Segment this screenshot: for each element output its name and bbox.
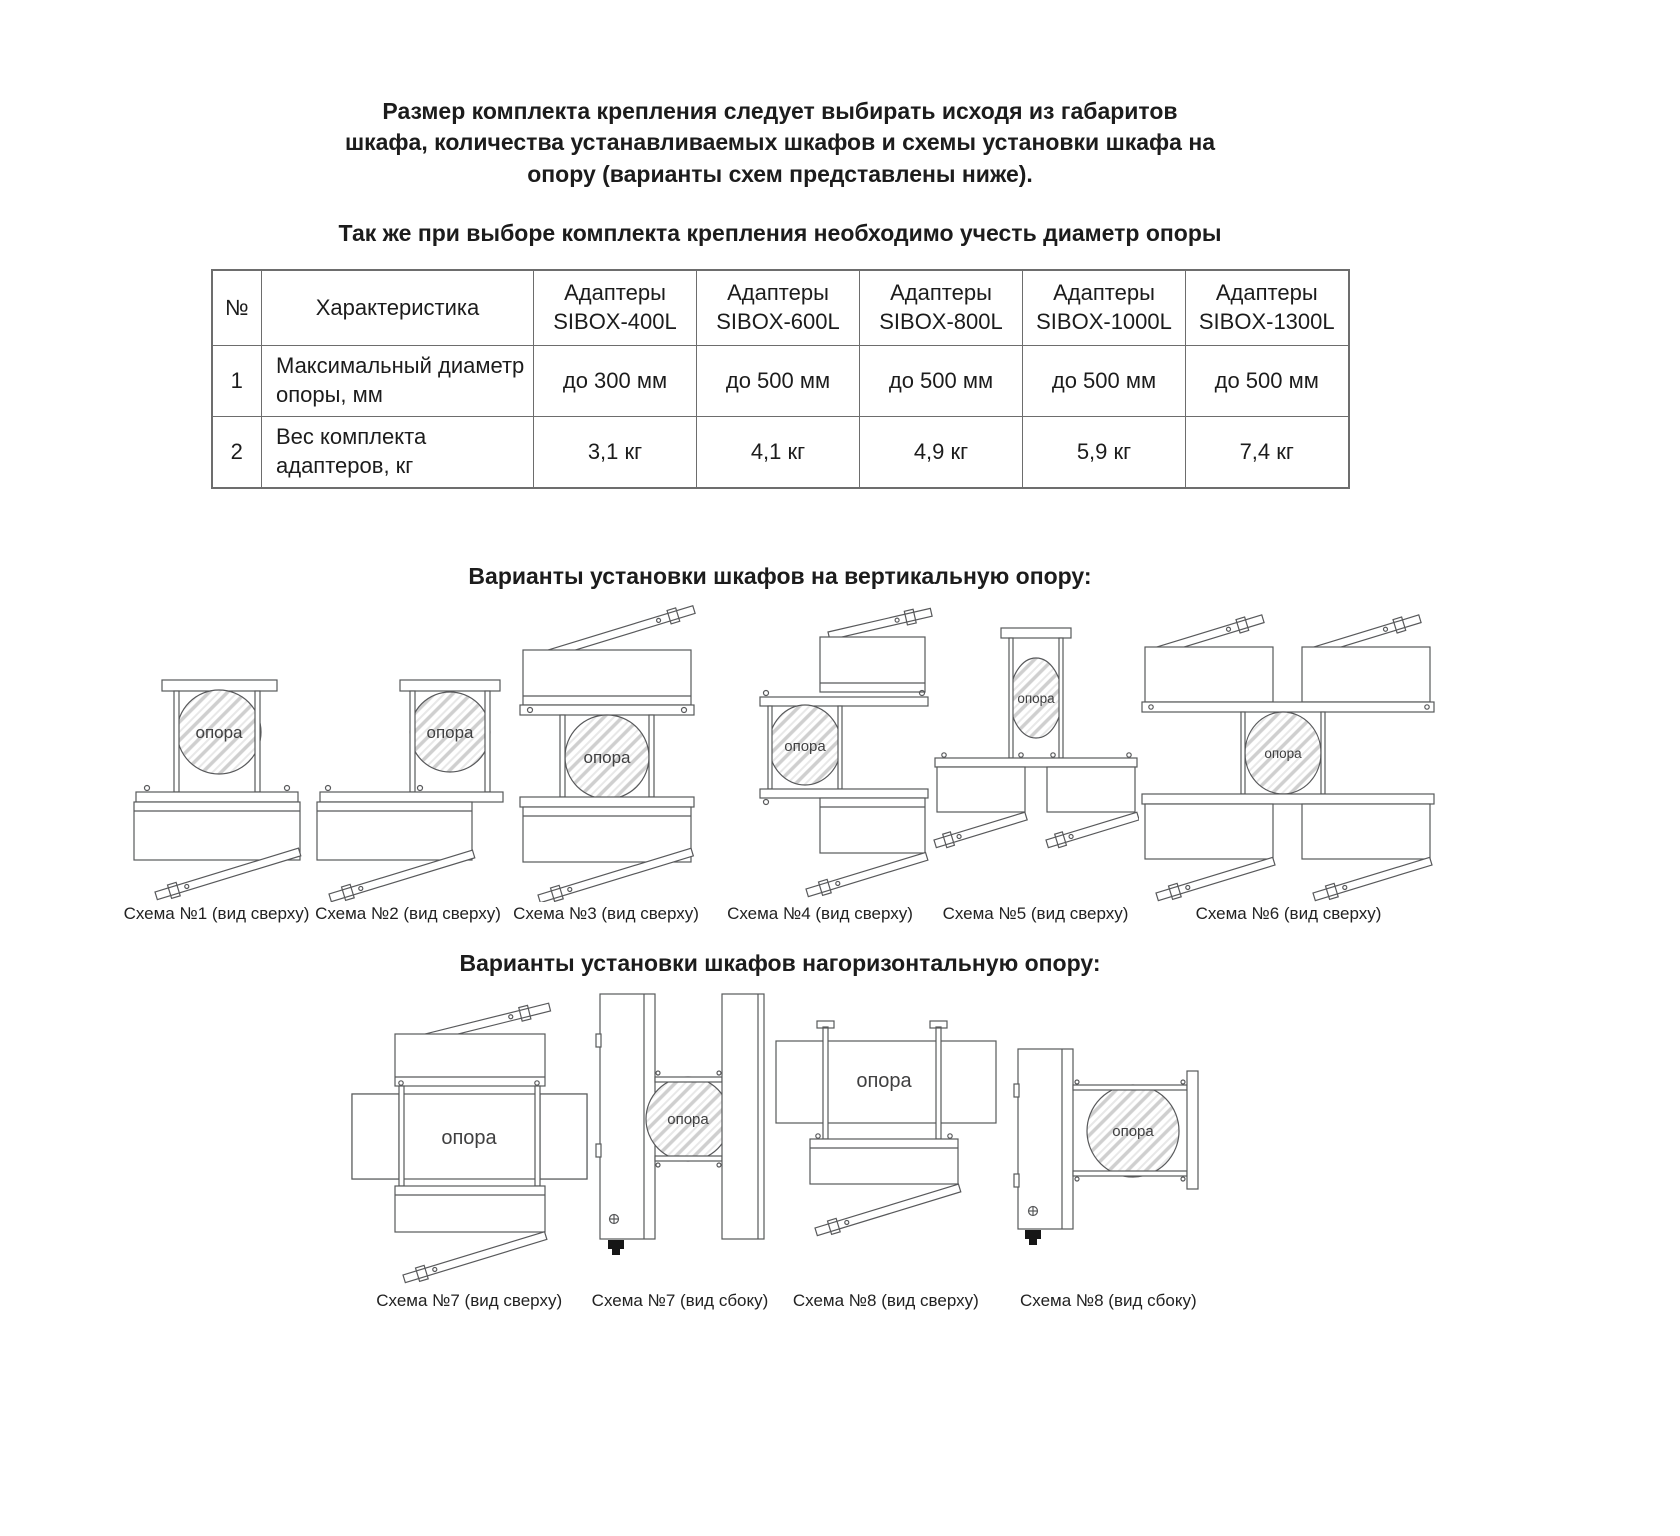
cabinet-box bbox=[1047, 767, 1135, 812]
mounting-strap bbox=[933, 809, 1028, 850]
cabinet-box bbox=[395, 1186, 545, 1232]
mounting-strap bbox=[814, 1181, 962, 1238]
table-cell: 5,9 кг bbox=[1023, 416, 1186, 488]
mounting-strap bbox=[1045, 809, 1139, 850]
support-label: опора bbox=[667, 1110, 710, 1128]
scheme-caption: Схема №8 (вид сверху) bbox=[792, 1290, 979, 1310]
screw-icon bbox=[610, 1214, 619, 1223]
scheme-caption: Схема №6 (вид сверху) bbox=[1195, 903, 1382, 923]
support-label: опора bbox=[1016, 690, 1055, 706]
cabinet-box bbox=[395, 1034, 545, 1086]
scheme-caption: Схема №7 (вид сверху) bbox=[376, 1290, 563, 1310]
scheme-caption: Схема №3 (вид сверху) bbox=[513, 903, 699, 923]
clamp-rail bbox=[1321, 712, 1325, 794]
cabinet-box bbox=[540, 1094, 587, 1179]
clamp-rail bbox=[768, 706, 772, 789]
clamp-rail bbox=[255, 691, 260, 792]
clamp-plate bbox=[400, 680, 500, 691]
document-page bbox=[0, 96, 1680, 1536]
cabinet-box bbox=[1018, 1049, 1073, 1229]
cabinet-box bbox=[810, 1139, 958, 1184]
support-label: опора bbox=[783, 737, 826, 755]
hinge-mark bbox=[1014, 1174, 1019, 1187]
horizontal-schemes-row bbox=[0, 979, 1560, 1311]
scheme-8-side-drawing bbox=[1003, 979, 1213, 1289]
clamp-rail bbox=[485, 691, 490, 792]
table-cell: до 500 мм bbox=[1023, 345, 1186, 416]
scheme-5-figure bbox=[933, 592, 1139, 924]
scheme-caption: Схема №8 (вид сбоку) bbox=[1019, 1290, 1197, 1310]
col-header-characteristic: Характеристика bbox=[262, 270, 534, 346]
cabinet-box bbox=[937, 767, 1025, 812]
clamp-rail bbox=[823, 1027, 828, 1139]
support-label: опора bbox=[1112, 1122, 1155, 1140]
bolt-marks bbox=[816, 1134, 952, 1138]
scheme-caption: Схема №1 (вид сверху) bbox=[123, 903, 310, 923]
clamp-rail bbox=[1241, 712, 1245, 794]
scheme-caption: Схема №5 (вид сверху) bbox=[942, 903, 1129, 923]
table-row bbox=[212, 345, 1349, 416]
bolt-marks bbox=[941, 753, 1130, 757]
scheme-3-figure bbox=[505, 592, 708, 924]
cabinet-box bbox=[1145, 647, 1273, 702]
table-cell: до 500 мм bbox=[1186, 345, 1349, 416]
col-header-num: № bbox=[212, 270, 262, 346]
screw-icon bbox=[1029, 1206, 1038, 1215]
clamp-rail bbox=[535, 1086, 540, 1186]
horizontal-section-title: Варианты установки шкафов нагоризонтальную опору: bbox=[459, 949, 1101, 976]
cabinet-box bbox=[820, 798, 925, 853]
scheme-caption: Схема №2 (вид сверху) bbox=[315, 903, 501, 923]
scheme-1-figure bbox=[122, 592, 312, 924]
scheme-1-drawing bbox=[122, 592, 312, 902]
scheme-8-top-drawing bbox=[768, 979, 1003, 1289]
clamp-rail bbox=[399, 1086, 404, 1186]
scheme-4-drawing bbox=[708, 592, 933, 902]
cabinet-box bbox=[1302, 804, 1430, 859]
clamp-rail bbox=[649, 715, 654, 797]
clamp-rail bbox=[1073, 1085, 1187, 1090]
scheme-8-top-figure bbox=[768, 979, 1003, 1311]
clamp-plate bbox=[1001, 628, 1071, 638]
clamp-plate bbox=[1142, 794, 1434, 804]
table-cell: до 500 мм bbox=[697, 345, 860, 416]
table-cell: 7,4 кг bbox=[1186, 416, 1349, 488]
clamp-rail bbox=[655, 1156, 722, 1161]
scheme-2-figure bbox=[312, 592, 505, 924]
col-header-sibox-1000l: Адаптеры SIBOX-1000L bbox=[1023, 270, 1186, 346]
table-row bbox=[212, 416, 1349, 488]
mounting-strap bbox=[805, 849, 929, 899]
col-header-sibox-400l: Адаптеры SIBOX-400L bbox=[534, 270, 697, 346]
clamp-rail bbox=[838, 706, 842, 789]
scheme-5-drawing bbox=[933, 592, 1139, 902]
col-header-sibox-600l: Адаптеры SIBOX-600L bbox=[697, 270, 860, 346]
clamp-plate bbox=[520, 705, 694, 715]
row-number: 1 bbox=[212, 345, 262, 416]
scheme-2-drawing bbox=[312, 592, 505, 902]
clamp-rail bbox=[655, 1077, 722, 1082]
table-cell: до 300 мм bbox=[534, 345, 697, 416]
scheme-caption: Схема №7 (вид сбоку) bbox=[591, 1290, 769, 1310]
row-number: 2 bbox=[212, 416, 262, 488]
scheme-8-side-figure bbox=[1003, 979, 1213, 1311]
row-name: Максимальный диаметр опоры, мм bbox=[262, 345, 534, 416]
clamp-rail bbox=[1009, 638, 1013, 758]
cabinet-box bbox=[352, 1094, 399, 1179]
cabinet-box bbox=[820, 637, 925, 692]
support-label: опора bbox=[856, 1069, 912, 1092]
clamp-plate bbox=[760, 789, 928, 798]
col-header-sibox-1300l: Адаптеры SIBOX-1300L bbox=[1186, 270, 1349, 346]
clamp-plate bbox=[136, 792, 298, 802]
vertical-schemes-row bbox=[0, 592, 1560, 924]
mounting-strap bbox=[1155, 854, 1276, 902]
vertical-section-title: Варианты установки шкафов на вертикальную опору: bbox=[468, 562, 1092, 589]
table-cell: 4,1 кг bbox=[697, 416, 860, 488]
bolt-marks bbox=[325, 785, 422, 790]
clamp-plate bbox=[320, 792, 503, 802]
cabinet-box bbox=[523, 807, 691, 862]
support-label: опора bbox=[425, 722, 474, 742]
cable-gland bbox=[608, 1240, 624, 1255]
cabinet-box bbox=[1302, 647, 1430, 702]
support-label: опора bbox=[1263, 745, 1302, 761]
adapter-spec-table bbox=[211, 269, 1350, 489]
clamp-plate bbox=[1187, 1071, 1198, 1189]
scheme-caption: Схема №4 (вид сверху) bbox=[727, 903, 913, 923]
cable-gland bbox=[1025, 1230, 1041, 1245]
bolt-marks bbox=[144, 785, 289, 790]
hinge-mark bbox=[596, 1034, 601, 1047]
scheme-3-drawing bbox=[505, 592, 708, 902]
scheme-6-figure bbox=[1139, 592, 1439, 924]
scheme-7-side-drawing bbox=[592, 979, 767, 1289]
intro-text: Размер комплекта крепления следует выбирать исходя из габаритов шкафа, количества устанавливаемых шкафов и схемы установки шкафа на опору (варианты схем представлены ниже). bbox=[344, 98, 1216, 187]
hinge-mark bbox=[1014, 1084, 1019, 1097]
col-header-sibox-800l: Адаптеры SIBOX-800L bbox=[860, 270, 1023, 346]
scheme-6-drawing bbox=[1139, 592, 1439, 902]
clamp-plate bbox=[1142, 702, 1434, 712]
clamp-rail bbox=[936, 1027, 941, 1139]
table-cell: 4,9 кг bbox=[860, 416, 1023, 488]
scheme-7-top-figure bbox=[347, 979, 592, 1311]
scheme-7-top-drawing bbox=[347, 979, 592, 1289]
support-label: опора bbox=[194, 722, 243, 742]
page-content bbox=[0, 96, 1560, 1311]
table-cell: до 500 мм bbox=[860, 345, 1023, 416]
clamp-rail bbox=[410, 691, 415, 792]
cabinet-box bbox=[523, 650, 691, 705]
row-name: Вес комплекта адаптеров, кг bbox=[262, 416, 534, 488]
clamp-rail bbox=[1059, 638, 1063, 758]
note-text: Так же при выборе комплекта крепления необходимо учесть диаметр опоры bbox=[338, 219, 1222, 246]
table-cell: 3,1 кг bbox=[534, 416, 697, 488]
mounting-strap bbox=[1312, 854, 1433, 902]
support-label: опора bbox=[582, 747, 631, 767]
cabinet-box bbox=[1145, 804, 1273, 859]
clamp-rail bbox=[560, 715, 565, 797]
clamp-plate bbox=[760, 697, 928, 706]
support-label: опора bbox=[441, 1126, 497, 1149]
clamp-rail bbox=[1073, 1171, 1187, 1176]
hinge-mark bbox=[596, 1144, 601, 1157]
clamp-plate bbox=[162, 680, 277, 691]
clamp-plate bbox=[520, 797, 694, 807]
scheme-4-figure bbox=[708, 592, 933, 924]
clamp-rail bbox=[174, 691, 179, 792]
mounting-strap bbox=[402, 1229, 548, 1286]
table-header-row bbox=[212, 270, 1349, 346]
clamp-plate bbox=[935, 758, 1137, 767]
scheme-7-side-figure bbox=[592, 979, 769, 1311]
